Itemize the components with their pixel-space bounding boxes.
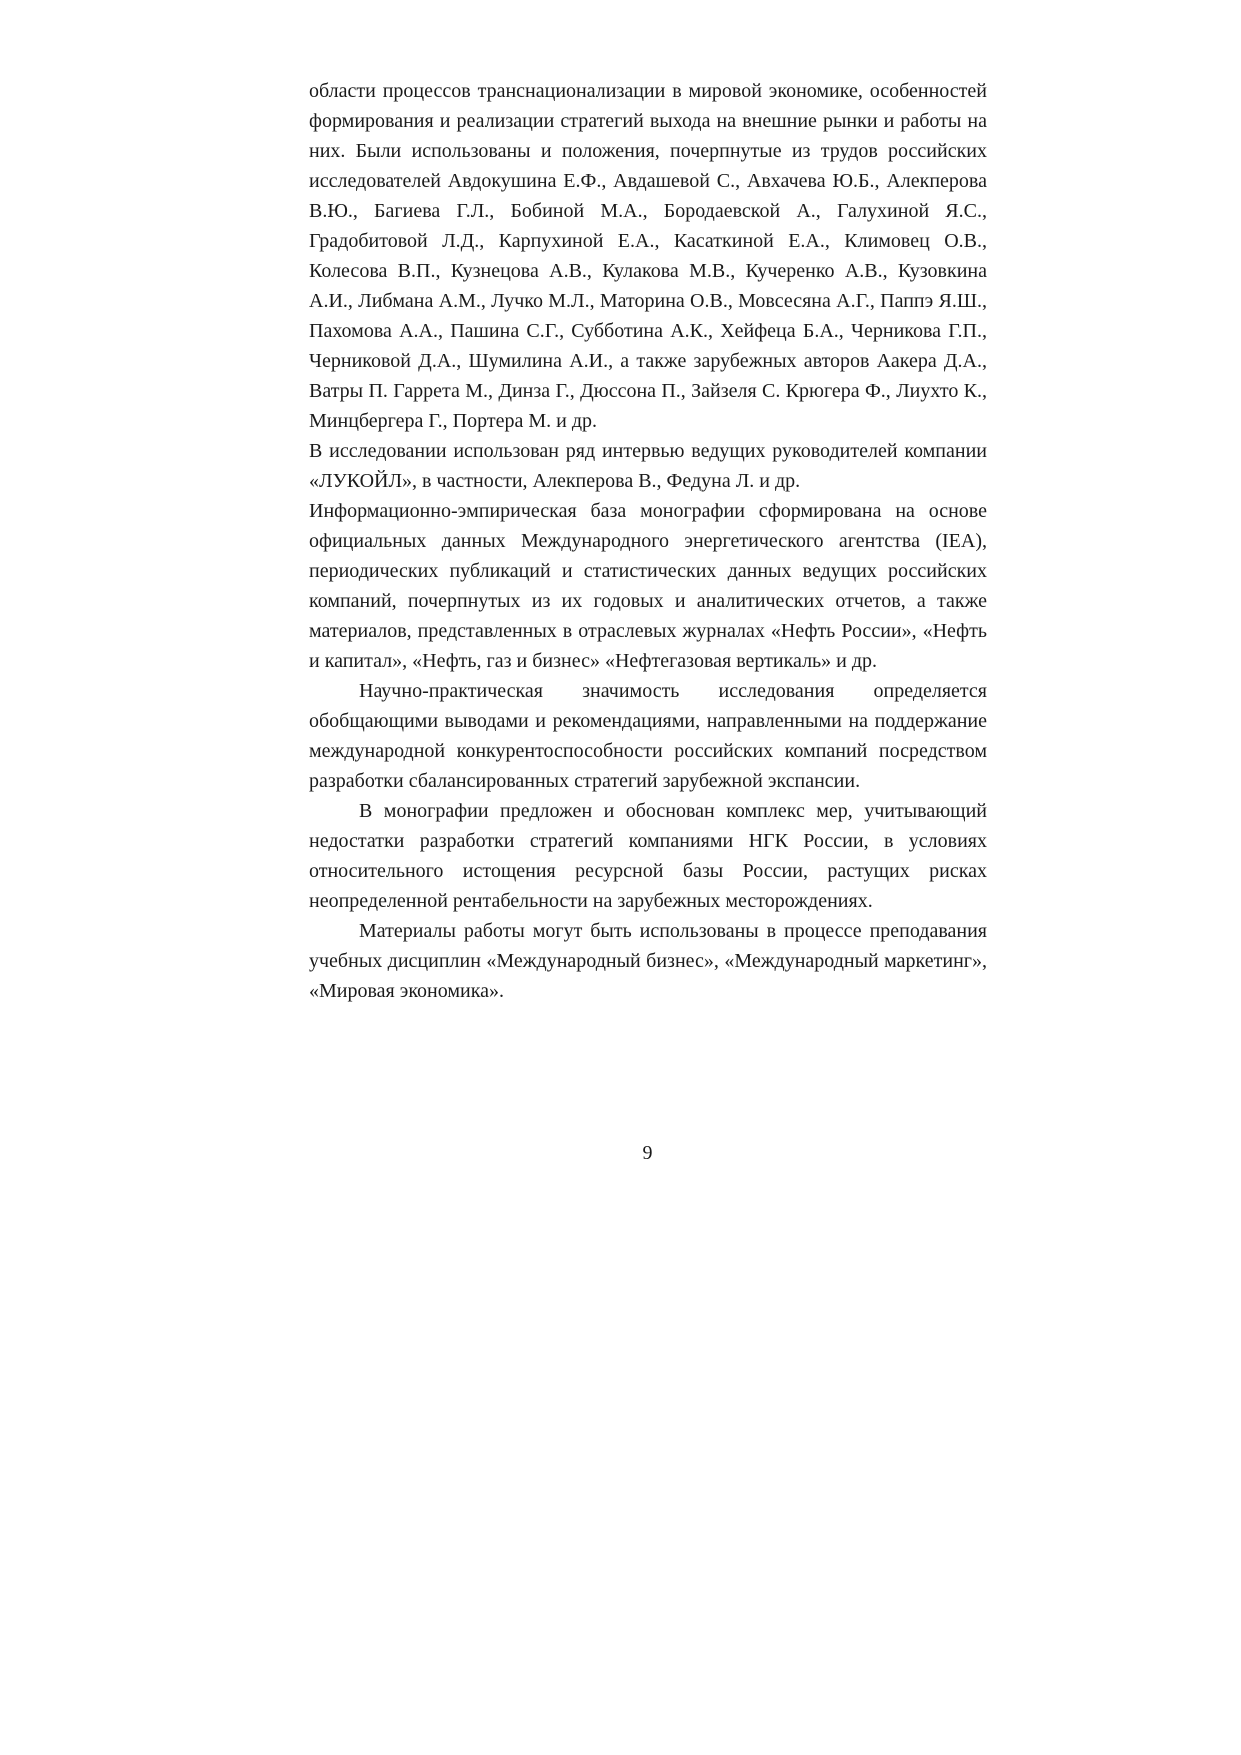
paragraph-practical-significance: Научно-практическая значимость исследования определяется обобщающими выводами и рекомендациями, направленными на поддержание международной конкурентоспособности российских компаний посредством разработки сбалансированных стратегий зарубежной экспансии. xyxy=(309,680,987,792)
page-number: 9 xyxy=(642,1142,653,1164)
paragraph-proposed-measures: В монографии предложен и обоснован комплекс мер, учитывающий недостатки разработки стратегий компаниями НГК России, в условиях относительного истощения ресурсной базы России, растущих рисках неопределенной рентабельности на зарубежных месторождениях. xyxy=(309,800,987,912)
paragraph-empirical-base: Информационно-эмпирическая база монографии сформирована на основе официальных данных Международного энергетического агентства (IEA), периодических публикаций и статистических данных ведущих российских компаний, почерпнутых из их годовых и аналитических отчетов, а также материалов, представленных в отраслевых журналах «Нефть России», «Нефть и капитал», «Нефть, газ и бизнес» «Нефтегазовая вертикаль» и др. xyxy=(309,500,987,672)
paragraph-interviews: В исследовании использован ряд интервью ведущих руководителей компании «ЛУКОЙЛ», в частности, Алекперова В., Федуна Л. и др. xyxy=(309,440,987,492)
paragraph-teaching-use: Материалы работы могут быть использованы в процессе преподавания учебных дисциплин «Международный бизнес», «Международный маркетинг», «Мировая экономика». xyxy=(309,920,987,1002)
paragraph-sources-literature: области процессов транснационализации в мировой экономике, особенностей формирования и реализации стратегий выхода на внешние рынки и работы на них. Были использованы и положения, почерпнутые из трудов российских исследователей Авдокушина Е.Ф., Авдашевой С., Авхачева Ю.Б., Алекперова В.Ю., Багиева Г.Л., Бобиной М.А., Бородаевской А., Галухиной Я.С., Градобитовой Л.Д., Карпухиной Е.А., Касаткиной Е.А., Климовец О.В., Колесова В.П., Кузнецова А.В., Кулакова М.В., Кучеренко А.В., Кузовкина А.И., Либмана А.М., Лучко М.Л., Маторина О.В., Мовсесяна А.Г., Паппэ Я.Ш., Пахомова А.А., Пашина С.Г., Субботина А.К., Хейфеца Б.А., Черникова Г.П., Черниковой Д.А., Шумилина А.И., а также зарубежных авторов Аакера Д.А., Ватры П. Гаррета М., Динза Г., Дюссона П., Зайзеля С. Крюгера Ф., Лиухто К., Минцбергера Г., Портера М. и др. xyxy=(309,80,987,432)
document-body xyxy=(309,76,987,1006)
